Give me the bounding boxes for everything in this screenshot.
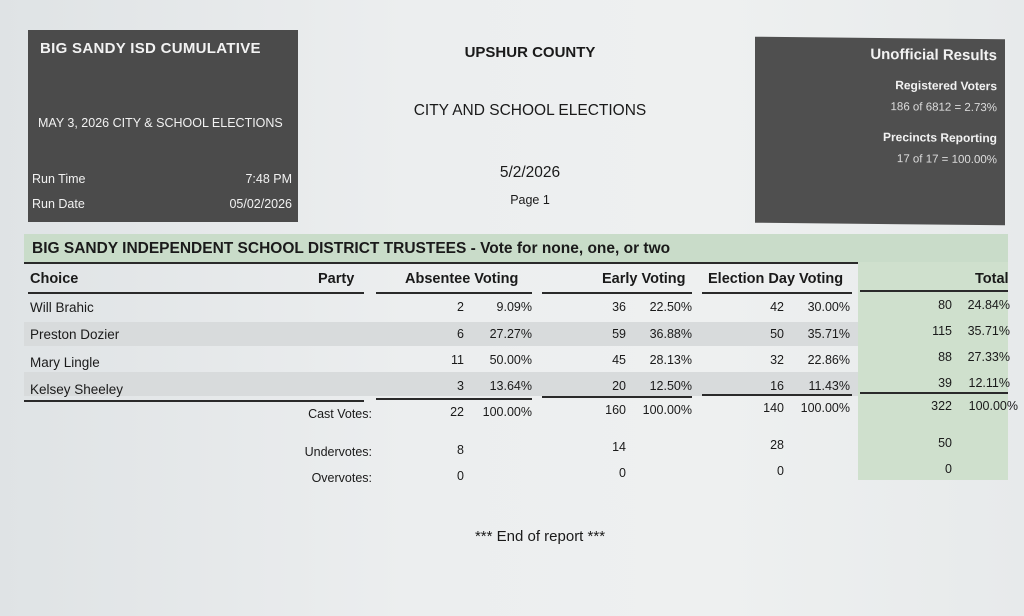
- unofficial-results-title: Unofficial Results: [870, 45, 997, 65]
- early-undervotes: 14: [612, 440, 626, 454]
- total-votes: 88: [938, 350, 952, 364]
- column-header-election-day: Election Day Voting: [708, 271, 844, 287]
- run-date-value: 05/02/2026: [229, 197, 292, 211]
- registered-voters-value: 186 of 6812 = 2.73%: [890, 101, 997, 115]
- candidate-name: Preston Dozier: [30, 327, 120, 342]
- total-undervotes: 50: [938, 436, 952, 450]
- race-title: BIG SANDY INDEPENDENT SCHOOL DISTRICT TRUSTEES - Vote for none, one, or two: [32, 240, 671, 257]
- total-percent: 35.71%: [967, 324, 1010, 338]
- election-day-votes: 16: [770, 379, 784, 393]
- absentee-percent: 13.64%: [489, 379, 532, 393]
- run-time-value: 7:48 PM: [245, 172, 292, 186]
- column-header-total: Total: [975, 271, 1009, 287]
- report-header-box: [28, 30, 298, 222]
- early-votes: 20: [612, 379, 626, 393]
- election-day-percent: 100.00%: [800, 401, 850, 415]
- absentee-votes: 11: [451, 353, 464, 367]
- column-header-early: Early Voting: [602, 271, 686, 287]
- total-votes: 39: [938, 376, 952, 390]
- report-title: BIG SANDY ISD CUMULATIVE: [40, 40, 261, 57]
- precincts-reporting-label: Precincts Reporting: [882, 130, 997, 146]
- absentee-percent: 27.27%: [489, 327, 532, 341]
- run-date-label: Run Date: [32, 197, 85, 211]
- absentee-votes: 3: [457, 379, 464, 393]
- absentee-votes: 2: [457, 300, 464, 314]
- early-percent: 12.50%: [649, 379, 692, 393]
- early-votes: 45: [612, 353, 626, 367]
- absentee-undervotes: 8: [457, 443, 464, 457]
- candidate-name: Mary Lingle: [30, 355, 100, 370]
- election-day-percent: 30.00%: [807, 300, 850, 314]
- total-votes: 80: [938, 298, 952, 312]
- totals-rule: [702, 394, 852, 396]
- total-percent: 12.11%: [968, 376, 1010, 390]
- totals-rule: [860, 392, 1008, 394]
- column-header-party: Party: [318, 271, 355, 287]
- early-overvotes: 0: [619, 466, 626, 480]
- total-percent: 100.00%: [968, 399, 1018, 413]
- election-day-votes: 32: [770, 353, 784, 367]
- report-subtitle: MAY 3, 2026 CITY & SCHOOL ELECTIONS: [38, 116, 283, 130]
- candidate-name: Kelsey Sheeley: [30, 382, 124, 397]
- early-percent: 36.88%: [649, 327, 692, 341]
- election-day-percent: 22.86%: [807, 353, 850, 367]
- column-header-choice: Choice: [30, 271, 79, 287]
- header-underline: [702, 292, 852, 294]
- total-votes: 115: [932, 324, 952, 338]
- precincts-reporting-value: 17 of 17 = 100.00%: [896, 153, 997, 167]
- early-votes: 160: [605, 403, 626, 417]
- end-of-report: *** End of report ***: [474, 528, 606, 545]
- page-number: Page 1: [510, 193, 550, 207]
- totals-rule: [542, 396, 692, 398]
- absentee-percent: 9.09%: [496, 300, 532, 314]
- registered-voters-label: Registered Voters: [895, 78, 997, 94]
- election-day-percent: 11.43%: [808, 379, 850, 393]
- totals-rule: [376, 398, 532, 400]
- early-percent: 100.00%: [642, 403, 692, 417]
- undervotes-label: Undervotes:: [304, 445, 372, 459]
- early-votes: 36: [612, 300, 626, 314]
- election-day-undervotes: 28: [770, 438, 784, 452]
- early-percent: 28.13%: [649, 353, 692, 367]
- cast-votes-label: Cast Votes:: [308, 407, 372, 421]
- election-day-percent: 35.71%: [807, 327, 850, 341]
- county-name: UPSHUR COUNTY: [464, 44, 596, 61]
- header-underline: [860, 290, 1008, 292]
- absentee-overvotes: 0: [457, 469, 464, 483]
- totals-rule: [24, 400, 364, 402]
- results-summary-box: [755, 37, 1005, 226]
- overvotes-label: Overvotes:: [311, 471, 372, 485]
- total-votes: 322: [931, 399, 952, 413]
- total-percent: 24.84%: [967, 298, 1010, 312]
- election-day-overvotes: 0: [777, 464, 784, 478]
- candidate-name: Will Brahic: [30, 300, 94, 315]
- election-date: 5/2/2026: [499, 164, 561, 181]
- election-day-votes: 50: [770, 327, 784, 341]
- early-percent: 22.50%: [649, 300, 692, 314]
- absentee-votes: 22: [450, 405, 464, 419]
- run-time-label: Run Time: [32, 172, 86, 186]
- total-overvotes: 0: [945, 462, 952, 476]
- header-underline: [28, 292, 364, 294]
- header-underline: [376, 292, 532, 294]
- absentee-votes: 6: [457, 327, 464, 341]
- column-header-absentee: Absentee Voting: [405, 271, 519, 287]
- early-votes: 59: [612, 327, 626, 341]
- absentee-percent: 50.00%: [489, 353, 532, 367]
- election-day-votes: 140: [763, 401, 784, 415]
- absentee-percent: 100.00%: [482, 405, 532, 419]
- header-underline: [542, 292, 692, 294]
- election-name: CITY AND SCHOOL ELECTIONS: [413, 102, 647, 119]
- total-percent: 27.33%: [967, 350, 1010, 364]
- election-day-votes: 42: [770, 300, 784, 314]
